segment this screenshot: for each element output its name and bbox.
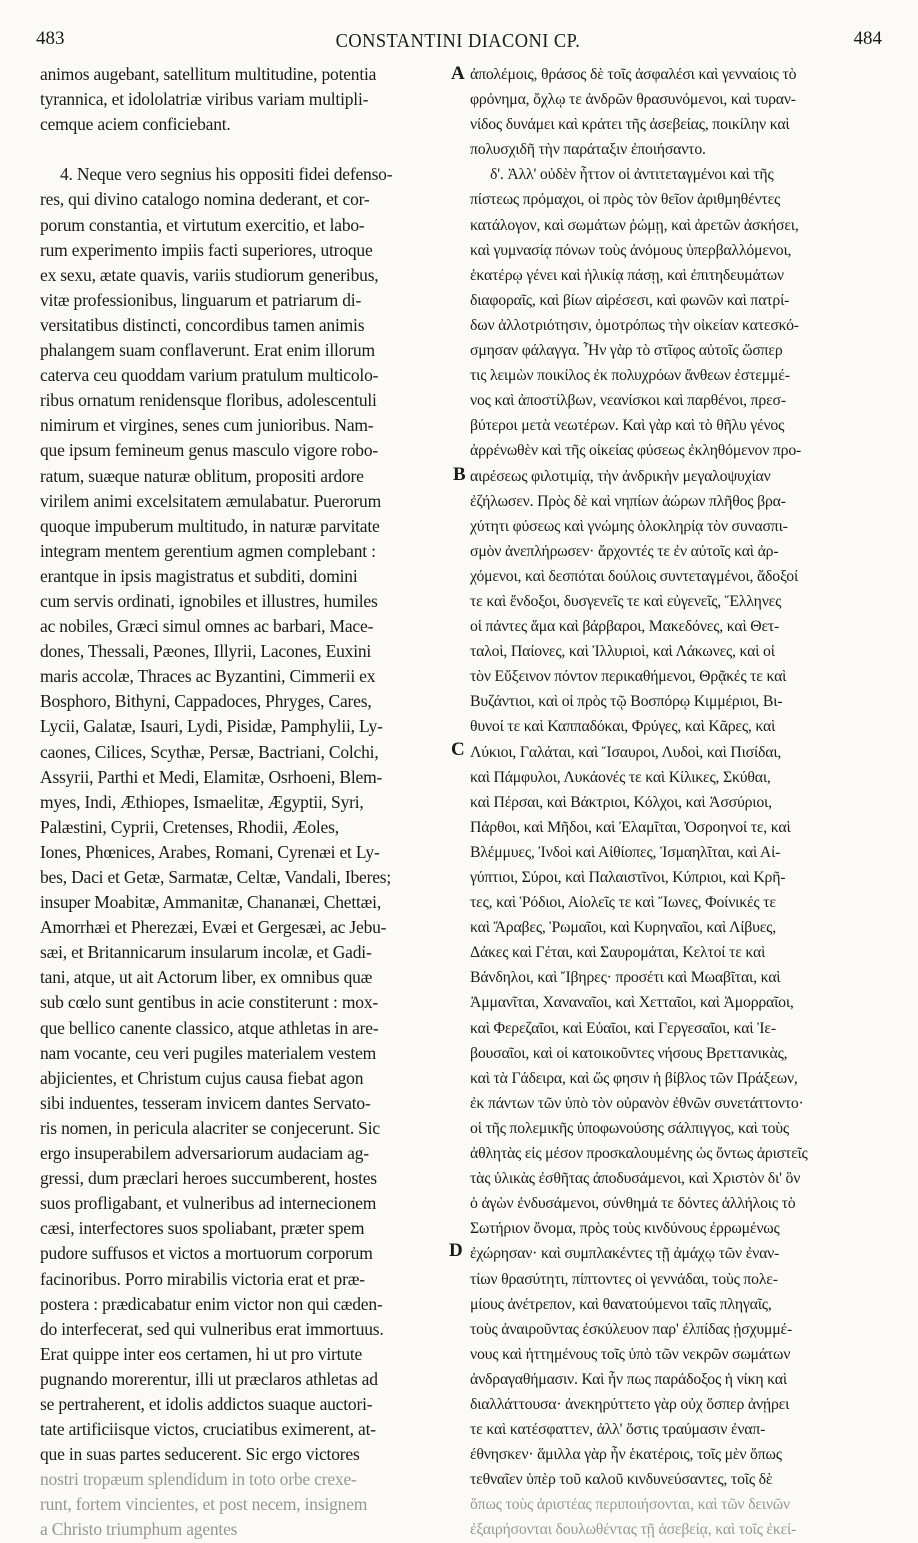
greek-text-line: ὁ ἀγὼν ἐνδυσάμενοι, σύνθημά τε δόντες ἀλλήλοις τὸ <box>470 1195 796 1213</box>
section-marker-b: B <box>453 464 466 485</box>
greek-text-line: μίους ἀνέτρεπον, καὶ θανατούμενοι ταῖς πληγαῖς, <box>470 1295 772 1313</box>
latin-text-line: insuper Moabitæ, Ammanitæ, Chananæi, Chettæi, <box>40 892 381 913</box>
greek-text-line: σμὸν ἀνεπλήρωσεν· ἄρχοντές τε ἐν αὐτοῖς καὶ ἀρ- <box>470 542 779 560</box>
greek-text-line: τὰς ὑλικὰς ἐσθῆτας ἀποδυσάμενοι, καὶ Χριστὸν δι' ὃν <box>470 1170 801 1188</box>
latin-text-line: Bosphoro, Bithyni, Cappadoces, Phryges, Cares, <box>40 691 372 712</box>
latin-text-line: porum constantia, et virtutum exercitio, et labo- <box>40 214 365 235</box>
latin-text-line: ac nobiles, Græci simul omnes ac barbari, Mace- <box>40 616 374 637</box>
latin-text-line: maris accolæ, Thraces ac Byzantini, Cimmerii ex <box>40 666 376 687</box>
greek-text-line: βύτεροι μετὰ νεωτέρων. Καὶ γὰρ καὶ τὸ θῆλυ γένος <box>470 417 785 435</box>
latin-text-line: facinoribus. Porro mirabilis victoria erat et præ- <box>40 1268 365 1289</box>
greek-text-line: καὶ Φερεζαῖοι, καὶ Εὐαῖοι, καὶ Γεργεσαῖοι, καὶ Ἰε- <box>470 1019 776 1037</box>
greek-text-line: σμησαν φάλαγγα. Ἦν γὰρ τὸ στῖφος αὐτοῖς ὥσπερ <box>470 342 783 360</box>
latin-text-line: caones, Cilices, Scythæ, Persæ, Bactriani, Colchi, <box>40 741 379 762</box>
greek-text-line: τε καὶ ἔνδοξοι, δυσγενεῖς τε καὶ εὐγενεῖς, Ἕλληνες <box>470 592 782 610</box>
latin-text-line: Palæstini, Cyprii, Cretenses, Rhodii, Æoles, <box>40 816 339 837</box>
greek-text-line: οἱ τῆς πολεμικῆς ὑποφωνούσης σάλπιγγος, καὶ τοὺς <box>470 1119 789 1137</box>
latin-text-line: Iones, Phœnices, Arabes, Romani, Cyrenæi et Ly- <box>40 841 380 862</box>
section-marker-d: D <box>449 1240 463 1261</box>
greek-column <box>470 62 880 1543</box>
latin-text-line: ex sexu, ætate quavis, variis studiorum generibus, <box>40 264 379 285</box>
greek-text-line: Πάρθοι, καὶ Μῆδοι, καὶ Ἐλαμῖται, Ὀσροηνοί τε, καὶ <box>470 818 791 836</box>
greek-text-line: τίων θρασύτητι, πίπτοντες οἱ γεννάδαι, τοὺς πολε- <box>470 1270 778 1288</box>
greek-text-line: Βάνδηλοι, καὶ Ἴβηρες· προσέτι καὶ Μωαβῖται, καὶ <box>470 969 781 987</box>
greek-text-line: νίδος δυνάμει καὶ κράτει τῆς ἀσεβείας, ποικίλην καὶ <box>470 116 790 134</box>
greek-text-line: πολυσχιδῆ τὴν παράταξιν ἐποιήσαντο. <box>470 141 706 159</box>
latin-text-line: abjicientes, et Christum cujus causa fiebat agon <box>40 1067 364 1088</box>
latin-text-line: se pertraherent, et idolis addictos suaque auctori- <box>40 1393 373 1414</box>
greek-text-line: καὶ Πάμφυλοι, Λυκάονές τε καὶ Κίλικες, Σκύθαι, <box>470 768 771 786</box>
latin-text-line: nam vocante, ceu veri pugiles materialem vestem <box>40 1042 377 1063</box>
page-header <box>28 8 888 52</box>
greek-text-line: ἐκ πάντων τῶν ὑπὸ τὸν οὐρανὸν ἐθνῶν συνετάττοντο· <box>470 1094 804 1112</box>
greek-text-line: Λύκιοι, Γαλάται, καὶ Ἴσαυροι, Λυδοὶ, καὶ Πισίδαι, <box>470 743 782 761</box>
latin-text-line: pugnando morerentur, illi ut præclaros athletas ad <box>40 1368 378 1389</box>
greek-text-line: ἀθλητὰς εἰς μέσον προσκαλουμένης ὡς ὄντως ἀριστεῖς <box>470 1145 808 1163</box>
latin-text-line: gressi, dum præclari heroes succumberent, hostes <box>40 1168 377 1189</box>
greek-text-line: καὶ γυμνασίᾳ πόνων τοὺς ἀνόμους ὑπερβαλλόμενοι, <box>470 241 792 259</box>
latin-text-line: ris nomen, in pericula alacriter se conjecerunt. Sic <box>40 1117 380 1138</box>
latin-text-line: a Christo triumphum agentes <box>40 1519 238 1540</box>
latin-text-line: tani, atque, ut ait Actorum liber, ex omnibus quæ <box>40 967 373 988</box>
latin-text-line: suos profligabant, et vulneribus ad internecionem <box>40 1193 377 1214</box>
greek-text-line: νους καὶ ἡττημένους τοῖς ὑπὸ τῶν νεκρῶν σωμάτων <box>470 1345 791 1363</box>
latin-text-line: Assyrii, Parthi et Medi, Elamitæ, Osrhoeni, Blem- <box>40 766 383 787</box>
latin-column <box>40 62 445 1543</box>
latin-text-line: myes, Indi, Æthiopes, Ismaelitæ, Ægyptii, Syri, <box>40 791 364 812</box>
greek-text-line: βουσαῖοι, καὶ οἱ κατοικοῦντες νήσους Βρεττανικὰς, <box>470 1044 788 1062</box>
greek-text-line: δ'. Ἀλλ' οὐδὲν ἧττον οἱ ἀντιτεταγμένοι καὶ τῆς <box>490 166 774 184</box>
latin-text-line: do interfecerat, sed qui vulneribus erat immortuus. <box>40 1318 384 1339</box>
latin-text-line: dones, Thessali, Pæones, Illyrii, Lacones, Euxini <box>40 641 372 662</box>
latin-text-line: sæi, et Britannicarum insularum incolæ, et Gadi- <box>40 942 372 963</box>
greek-text-line: αιρέσεως φιλοτιμίᾳ, τὴν ἀνδρικὴν μεγαλοψυχίαν <box>470 467 771 485</box>
greek-text-line: έθνησκεν· ἅμιλλα γὰρ ἦν ἑκατέροις, τοῖς μὲν ὅπως <box>470 1446 782 1464</box>
latin-text-line: tate artificiisque victos, cruciatibus eximerent, at- <box>40 1419 376 1440</box>
greek-text-line: καὶ Πέρσαι, καὶ Βάκτριοι, Κόλχοι, καὶ Ἀσσύριοι, <box>470 793 772 811</box>
greek-text-line: τεθναῖεν ὑπὲρ τοῦ καλοῦ κινδυνεύσαντες, τοῖς δὲ <box>470 1471 773 1489</box>
latin-text-line: que bellico canente classico, atque athletas in are- <box>40 1017 379 1038</box>
latin-text-line: vitæ professionibus, linguarum et patriarum di- <box>40 289 362 310</box>
latin-text-line: animos augebant, satellitum multitudine, potentia <box>40 64 377 84</box>
greek-text-line: ἑκατέρῳ γένει καὶ ἡλικίᾳ πάσῃ, καὶ ἐπιτηδευμάτων <box>470 266 784 284</box>
latin-text-line: runt, fortem vincientes, et post necem, insignem <box>40 1494 368 1515</box>
greek-text-line: τε καὶ κατέσφαττεν, ἀλλ' ὅστις τραύμασιν ἐναπ- <box>470 1421 766 1439</box>
right-page-number: 484 <box>853 28 882 49</box>
greek-text-line: τοὺς ἀναιροῦντας ἐσκύλευον παρ' ἐλπίδας ᾐσχυμμέ- <box>470 1320 793 1338</box>
latin-text-line: Erat quippe inter eos certamen, hi ut pro virtute <box>40 1343 363 1364</box>
latin-text-line: nostri tropæum splendidum in toto orbe crexe- <box>40 1469 357 1490</box>
greek-text-line: Ἀμμανῖται, Χαναναῖοι, καὶ Χετταῖοι, καὶ Ἀμορραῖοι, <box>470 994 794 1012</box>
latin-text-line: sub cœlo sunt gentibus in acie constiterunt : mox- <box>40 992 379 1013</box>
greek-text-line: Βυζάντιοι, καὶ οἱ πρὸς τῷ Βοσπόρῳ Κιμμέριοι, Βι- <box>470 693 783 711</box>
latin-text-line: quoque impuberum multitudo, in naturæ parvitate <box>40 515 380 536</box>
running-title: CONSTANTINI DIACONI CP. <box>335 30 581 52</box>
greek-text-line: καὶ τὰ Γάδειρα, καὶ ὥς φησιν ἡ βίβλος τῶν Πράξεων, <box>470 1069 798 1087</box>
greek-text-line: διαφοραῖς, καὶ βίων αἱρέσεσι, καὶ φωνῶν καὶ πατρί- <box>470 291 790 309</box>
section-marker-a: A <box>451 63 465 84</box>
latin-text-line: pudore suffusos et victos a mortuorum corporum <box>40 1243 373 1264</box>
greek-text-line: τὸν Εὔξεινον πόντον περικαθήμενοι, Θρᾷκές τε καὶ <box>470 668 787 686</box>
greek-text-line: ἀπολέμοις, θράσος δὲ τοῖς ἀσφαλέσι καὶ γενναίοις τὸ <box>470 66 797 83</box>
greek-text-line: τις λειμὼν ποικίλος ἐκ πολυχρόων ἄνθεων ἐστεμμέ- <box>470 367 790 385</box>
greek-text-line: ἀρρένωθὲν καὶ τῆς οἰκείας φύσεως ἐκληθόμενον προ- <box>470 442 802 460</box>
latin-text-line: cemque aciem conficiebant. <box>40 114 231 135</box>
greek-text-line: ὅπως τοὺς ἀριστέας περιποιήσονται, καὶ τῶν δεινῶν <box>470 1496 790 1514</box>
greek-text-line: τες, καὶ Ῥόδιοι, Αἰολεῖς τε καὶ Ἴωνες, Φοίνικές τε <box>470 894 776 912</box>
greek-text-line: νος καὶ ἀποστίλβων, νεανίσκοι καὶ παρθένοι, πρεσ- <box>470 392 786 410</box>
section-marker-c: C <box>451 739 465 760</box>
greek-text-line: ἐξαιρήσονται δουλωθέντας τῇ ἀσεβείᾳ, καὶ τοῖς ἐκεί- <box>470 1521 797 1539</box>
latin-text-line: ratum, suæque naturæ oblitum, propositi ardore <box>40 465 364 486</box>
latin-text-line: erantque in ipsis magistratus et subditi, domini <box>40 565 358 586</box>
greek-text-line: πίστεως πρόμαχοι, οἱ πρὸς τὸν θεῖον ἀριθμηθέντες <box>470 191 781 209</box>
latin-text-line: nimirum et virgines, senes cum junioribus. Nam- <box>40 415 374 436</box>
greek-text-line: καὶ Ἄραβες, Ῥωμαῖοι, καὶ Κυρηναῖοι, καὶ Λίβυες, <box>470 919 776 937</box>
greek-text-line: χύτητι φύσεως καὶ γνώμης ὁλοκληρίᾳ τὸν συνασπι- <box>470 517 788 535</box>
latin-text-line: ribus ornatum renidensque floribus, adolescentuli <box>40 390 377 411</box>
greek-text-line: ταλοὶ, Παίονες, καὶ Ἰλλυριοὶ, καὶ Λάκωνες, καὶ οἱ <box>470 643 775 661</box>
greek-text-line: δων ἀλλοτριότησιν, ὁμοτρόπως τὴν οἰκείαν κατεσκό- <box>470 316 799 334</box>
latin-text-line: Lycii, Galatæ, Isauri, Lydi, Pisidæ, Pamphylii, Ly- <box>40 716 383 737</box>
latin-text-line: tyrannica, et idololatriæ viribus variam multipli- <box>40 89 369 110</box>
latin-text-line: Amorrhæi et Pherezæi, Evæi et Gergesæi, ac Jebu- <box>40 917 387 938</box>
latin-text-line: integram mentem gerentium agmen complebant : <box>40 540 376 561</box>
left-page-number: 483 <box>36 28 65 49</box>
greek-text-line: κατάλογον, καὶ σωμάτων ῥώμῃ, καὶ ἀρετῶν ἀσκήσει, <box>470 216 799 234</box>
greek-text-line: ἐχώρησαν· καὶ συμπλακέντες τῇ ἀμάχῳ τῶν ἐναν- <box>470 1245 780 1263</box>
latin-text-line: res, qui divino catalogo nomina dederant, et cor- <box>40 189 370 210</box>
latin-text-line: que in suas partes seducerent. Sic ergo victores <box>40 1444 360 1465</box>
latin-text-line <box>40 137 445 162</box>
latin-text-line: rum experimento impiis facti superiores, utroque <box>40 239 373 260</box>
latin-text-line: que ipsum femineum genus masculo vigore robo- <box>40 440 379 461</box>
greek-text-line: γύπτιοι, Σύροι, καὶ Παλαιστῖνοι, Κύπριοι, καὶ Κρῆ- <box>470 869 786 886</box>
greek-text-line: Βλέμμυες, Ἰνδοὶ καὶ Αἰθίοπες, Ἰσμαηλῖται, καὶ Αἰ- <box>470 843 781 861</box>
latin-text-line: cum servis ordinati, ignobiles et illustres, humiles <box>40 590 378 611</box>
latin-text-line: cæsi, interfectores suos spoliabant, præter spem <box>40 1218 365 1239</box>
latin-text-line: sibi induentes, tesseram invicem dantes Servato- <box>40 1092 371 1113</box>
latin-text-line: caterva ceu quoddam varium pratulum multicolo- <box>40 365 379 386</box>
latin-text-line: virilem animi excelsitatem æmulabatur. Puerorum <box>40 490 382 511</box>
greek-text-line: φρόνημα, ὄχλῳ τε ἀνδρῶν θρασυνόμενοι, καὶ τυραν- <box>470 91 796 109</box>
greek-text-line: Σωτήριον ὄνομα, πρὸς τοὺς κινδύνους ἐρρωμένως <box>470 1220 780 1238</box>
latin-text-line: versitatibus distincti, concordibus tamen animis <box>40 314 365 335</box>
latin-text-line: phalangem suam conflaverunt. Erat enim illorum <box>40 340 375 361</box>
greek-text-line: θυνοί τε καὶ Καππαδόκαι, Φρύγες, καὶ Κᾶρες, καὶ <box>470 718 776 736</box>
greek-text-line: οἱ πάντες ἅμα καὶ βάρβαροι, Μακεδόνες, καὶ Θετ- <box>470 618 780 636</box>
greek-text-line: ἀνδραγαθήμασιν. Καὶ ἦν πως παράδοξος ἡ νίκη καὶ <box>470 1370 787 1388</box>
greek-text-line: ἐζήλωσεν. Πρὸς δὲ καὶ νηπίων ἀώρων πλῆθος βρα- <box>470 492 786 510</box>
latin-text-line: ergo insuperabilem adversariorum audaciam ag- <box>40 1143 369 1164</box>
greek-text-line: διαλλάττουσα· ἀνεκηρύττετο γὰρ οὐχ ὅσπερ ἀνῄρει <box>470 1395 790 1413</box>
latin-text-line: 4. Neque vero segnius his oppositi fidei defenso- <box>60 164 393 185</box>
latin-text-line: postera : prædicabatur enim victor non qui cæden- <box>40 1293 383 1314</box>
greek-text-line: χόμενοι, καὶ δεσπόται δούλοις συντεταγμένοι, ἄδοξοί <box>470 567 798 585</box>
latin-text-line: bes, Daci et Getæ, Sarmatæ, Celtæ, Vandali, Iberes; <box>40 867 392 887</box>
greek-text-line: Δάκες καὶ Γέται, καὶ Σαυρομάται, Κελτοί τε καὶ <box>470 944 766 962</box>
